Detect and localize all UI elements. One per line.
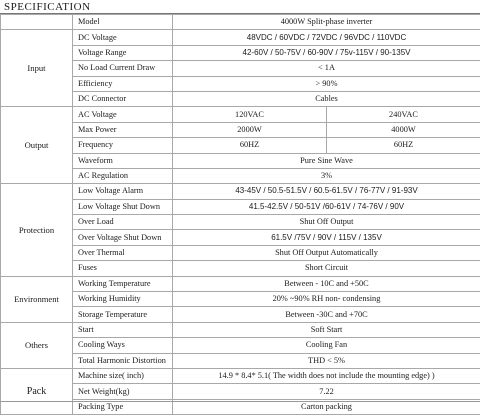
row-value-240v: 60HZ xyxy=(327,138,480,153)
row-label: Packing Type xyxy=(73,399,173,414)
row-label: DC Connector xyxy=(73,91,173,106)
row-label: No Load Current Draw xyxy=(73,61,173,76)
row-label: Working Humidity xyxy=(73,292,173,307)
row-label: Start xyxy=(73,322,173,337)
table-row xyxy=(1,199,480,214)
table-row xyxy=(1,30,480,45)
table-row xyxy=(1,230,480,245)
row-value: Short Circuit xyxy=(173,261,480,276)
category-output: Output xyxy=(1,107,73,184)
row-value: Shut Off Output Automatically xyxy=(173,245,480,260)
table-row xyxy=(1,338,480,353)
footer-divider xyxy=(0,401,480,402)
category-pack: Pack xyxy=(1,368,73,414)
table-row xyxy=(1,292,480,307)
row-value-240v: 240VAC xyxy=(327,107,480,122)
row-label: Over Voltage Shut Down xyxy=(73,230,173,245)
row-label: Fuses xyxy=(73,261,173,276)
row-label: Efficiency xyxy=(73,76,173,91)
table-row xyxy=(1,76,480,91)
row-label: DC Voltage xyxy=(73,30,173,45)
row-label: Over Load xyxy=(73,215,173,230)
header-value: 4000W Split-phase inverter xyxy=(173,15,480,30)
table-row xyxy=(1,91,480,106)
row-label: Total Harmonic Distortion xyxy=(73,353,173,368)
table-row xyxy=(1,307,480,322)
row-value: 3% xyxy=(173,168,480,183)
row-value: 42-60V / 50-75V / 60-90V / 75v-115V / 90-135V xyxy=(173,45,480,60)
table-row xyxy=(1,276,480,291)
table-row xyxy=(1,122,480,137)
table-row xyxy=(1,245,480,260)
row-value-240v: 4000W xyxy=(327,122,480,137)
table-row xyxy=(1,353,480,368)
row-value: 7.22 xyxy=(173,384,480,399)
row-label: Frequency xyxy=(73,138,173,153)
row-value: Pure Sine Wave xyxy=(173,153,480,168)
row-label: Low Voltage Alarm xyxy=(73,184,173,199)
table-row xyxy=(1,184,480,199)
row-label: Voltage Range xyxy=(73,45,173,60)
row-label: Cooling Ways xyxy=(73,338,173,353)
row-value: Carton packing xyxy=(173,399,480,414)
row-value: 48VDC / 60VDC / 72VDC / 96VDC / 110VDC xyxy=(173,30,480,45)
table-row xyxy=(1,138,480,153)
row-value-120v: 60HZ xyxy=(173,138,327,153)
row-value: 61.5V /75V / 90V / 115V / 135V xyxy=(173,230,480,245)
row-value-120v: 120VAC xyxy=(173,107,327,122)
table-row xyxy=(1,107,480,122)
header-label: Model xyxy=(73,15,173,30)
row-value: < 1A xyxy=(173,61,480,76)
row-value: 14.9 * 8.4* 5.1( The width does not include the mounting edge) ) xyxy=(173,368,480,383)
header-blank-cell xyxy=(1,15,73,30)
row-value: Cooling Fan xyxy=(173,338,480,353)
table-row xyxy=(1,322,480,337)
row-label: Over Thermal xyxy=(73,245,173,260)
row-value: Between - 10C and +50C xyxy=(173,276,480,291)
table-row xyxy=(1,61,480,76)
row-value: Soft Start xyxy=(173,322,480,337)
table-row xyxy=(1,45,480,60)
row-label: Storage Temperature xyxy=(73,307,173,322)
row-value: Cables xyxy=(173,91,480,106)
row-value: 20% ~90% RH non- condensing xyxy=(173,292,480,307)
table-row xyxy=(1,153,480,168)
category-others: Others xyxy=(1,322,73,368)
row-value: 43-45V / 50.5-51.5V / 60.5-61.5V / 76-77V / 91-93V xyxy=(173,184,480,199)
row-label: Low Voltage Shut Down xyxy=(73,199,173,214)
row-label: Machine size( inch) xyxy=(73,368,173,383)
row-value: > 90% xyxy=(173,76,480,91)
row-value: Between -30C and +70C xyxy=(173,307,480,322)
page-title: SPECIFICATION xyxy=(4,1,91,13)
category-input: Input xyxy=(1,30,73,107)
row-value: Shut Off Output xyxy=(173,215,480,230)
table-row xyxy=(1,384,480,399)
category-environment: Environment xyxy=(1,276,73,322)
row-label: AC Voltage xyxy=(73,107,173,122)
row-value: 41.5-42.5V / 50-51V /60-61V / 74-76V / 90V xyxy=(173,199,480,214)
table-row xyxy=(1,168,480,183)
table-row xyxy=(1,215,480,230)
table-row xyxy=(1,368,480,383)
spec-table xyxy=(0,14,480,415)
row-value-120v: 2000W xyxy=(173,122,327,137)
row-label: Max Power xyxy=(73,122,173,137)
row-label: Net Weight(kg) xyxy=(73,384,173,399)
row-value: THD < 5% xyxy=(173,353,480,368)
row-label: Working Temperature xyxy=(73,276,173,291)
category-protection: Protection xyxy=(1,184,73,276)
table-row xyxy=(1,261,480,276)
row-label: Waveform xyxy=(73,153,173,168)
row-label: AC Regulation xyxy=(73,168,173,183)
table-header-row xyxy=(1,15,480,30)
